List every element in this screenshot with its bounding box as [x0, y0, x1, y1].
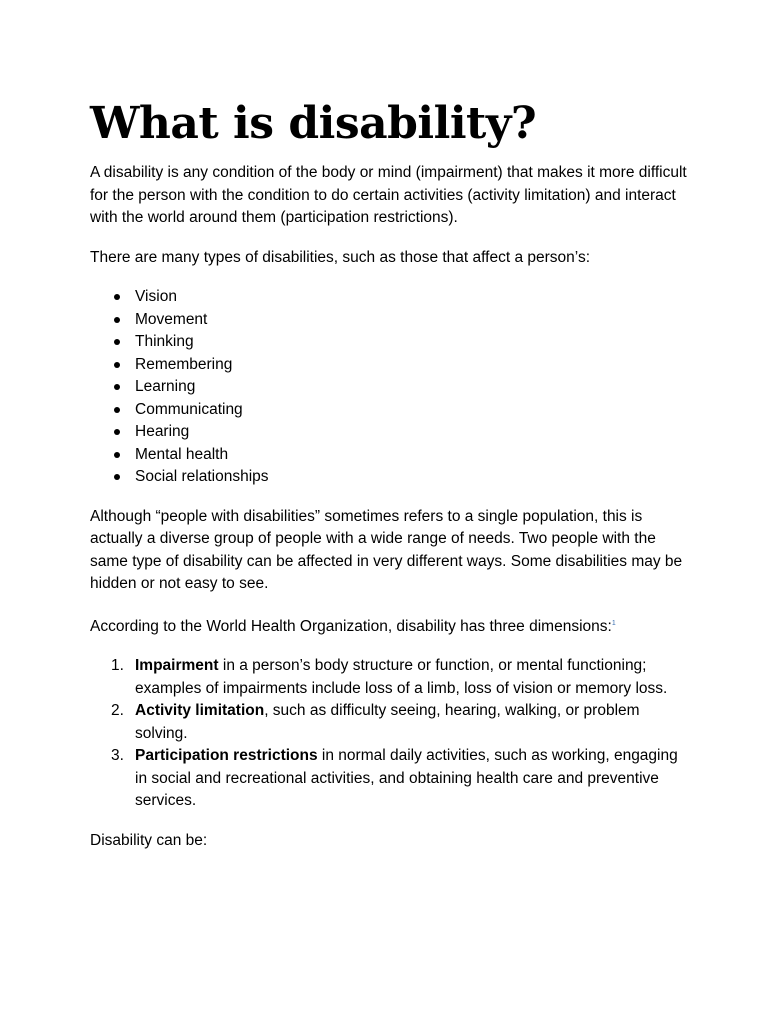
list-item: Vision — [90, 286, 690, 309]
bullet-icon — [114, 362, 120, 368]
bullet-icon — [114, 452, 120, 458]
list-item: Remembering — [90, 354, 690, 377]
closing-paragraph: Disability can be: — [90, 831, 208, 849]
list-item: Social relationships — [90, 466, 690, 489]
list-item: Mental health — [90, 444, 690, 467]
bullet-icon — [114, 384, 120, 390]
dimensions-list — [90, 655, 690, 813]
list-item: Thinking — [90, 331, 690, 354]
bullet-icon — [114, 429, 120, 435]
bullet-icon — [114, 407, 120, 413]
dimension-text: , such as difficulty seeing, hearing, walking, or problem solving. — [135, 702, 640, 742]
intro-paragraph: A disability is any condition of the body or mind (impairment) that makes it more difficult for the person with the condition to do certain activities (activity limitation) and interact with the world around them (participation restrictions). — [90, 164, 687, 226]
dimension-term: Activity limitation — [135, 702, 265, 720]
page-title: What is disability? — [90, 98, 537, 149]
bullet-icon — [114, 317, 120, 323]
list-item: Communicating — [90, 399, 690, 422]
dimension-text: in a person’s body structure or function, or mental functioning; examples of impairments include loss of a limb, loss of vision or memory loss. — [135, 657, 668, 697]
document-body — [90, 162, 690, 852]
bullet-icon — [114, 339, 120, 345]
dimension-term: Participation restrictions — [135, 747, 318, 765]
who-lead-paragraph: According to the World Health Organization, disability has three dimensions:$^1$ — [90, 617, 616, 635]
list-item — [90, 745, 690, 813]
document-page — [90, 96, 690, 869]
types-lead-paragraph: There are many types of disabilities, such as those that affect a person’s: — [90, 248, 591, 266]
diversity-paragraph: Although “people with disabilities” sometimes refers to a single population, this is actually a diverse group of people with a wide range of needs. Two people with the same type of disability can be affected in very different ways. Some disabilities may be hidden or not easy to see. — [90, 507, 683, 592]
dimension-term: Impairment — [135, 657, 219, 675]
list-item — [90, 655, 690, 700]
list-number: 2. — [111, 702, 124, 720]
list-number: 1. — [111, 657, 124, 675]
list-number: 3. — [111, 747, 124, 765]
list-item: Learning — [90, 376, 690, 399]
footnote-link[interactable]: 1 — [611, 619, 616, 627]
list-item — [90, 700, 690, 745]
disability-types-list — [90, 286, 690, 489]
dimension-text: in normal daily activities, such as working, engaging in social and recreational activities, and obtaining health care and preventive services. — [135, 747, 678, 810]
bullet-icon — [114, 474, 120, 480]
list-item: Hearing — [90, 421, 690, 444]
bullet-icon — [114, 294, 120, 300]
list-item: Movement — [90, 309, 690, 332]
